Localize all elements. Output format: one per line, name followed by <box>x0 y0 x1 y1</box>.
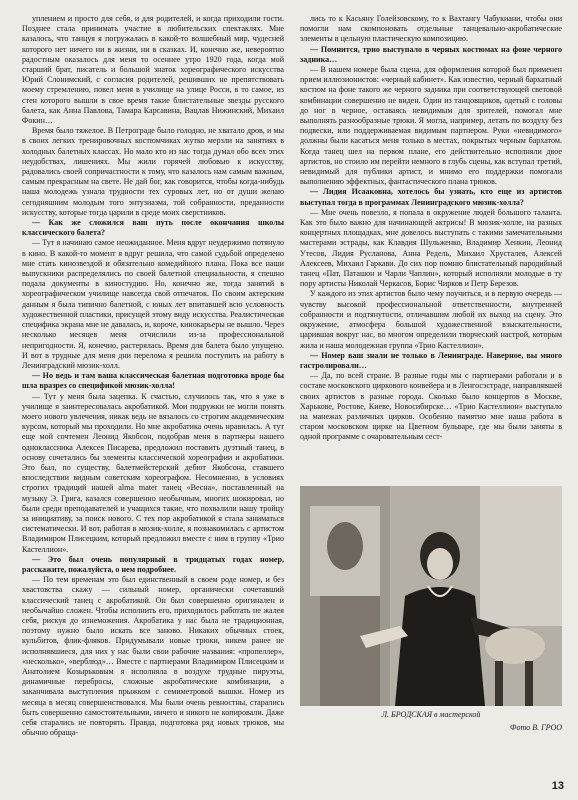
caption-subject: Л. БРОДСКАЯ в мастерской <box>381 710 481 719</box>
interview-question: — Номер ваш знали не только в Ленинграде. Наверное, вы много гастролировали… <box>300 350 562 370</box>
photo-sculptor-in-studio <box>300 486 562 706</box>
body-paragraph: — Тут я начинаю самое неожиданное. Меня вдруг неудержимо потянуло в кино. В какой-то момент я вдруг решила, что самой судьбой определено мне стать кинозвездой и обязательно комедийного плана. Пока все наши выпускники распределялись по своей балетной специальности, я спешно подала документы в киностудию. Но, конечно же, тогда занятий в хореографическом училище навсегда свой отпечаток. По своим актерским данным я была типично балетной, с юных лет впитавшей всю условность художественной пластики, присущей этому виду искусства. Реалистическая специфика экрана мне не давалась, и, короче, кинокарьеры не вышло. Через несколько месяцев меня отчислили из-за профессиональной непригодности. Я, конечно, растерялась. Время для балета было упущено. И вот в трудные для меня дни перелома я решила поступить на работу в Ленинградский мюзик-холл. <box>22 238 284 370</box>
left-column <box>22 14 284 784</box>
body-paragraph: уплением и просто для себя, и для родителей, и когда приходили гости. Позднее стала принимать участие в любительских спектаклях. Мне казалось, что танцуя я погружалась в какой-то волшебный мир, чудесней которого нет ничего ни в жизни, ни в сказках. И, конечно же, невероятно радостным оказалось для меня то осеннее утро 1920 года, когда мой старший брат, писатель и большой знаток хореографического искусства Юрий Слонимский, с согласия родителей, решивших не препятствовать моему стремлению, повел меня в училище на улице Росси, в то самое, из стен которого вышли в свое время такие блистательные звезды русского балета, как Анна Павлова, Тамара Карсавина, Вацлав Нижинский, Михаил Фокин… <box>22 14 284 126</box>
body-paragraph: — Да, по всей стране. В разные годы мы с партнерами работали и в составе московского циркового конвейера и в Ленгосэстраде, направлявшей своих артистов в разные города. Сколько было концертов в Москве, Харькове, Ростове, Киеве, Новосибирске… «Трио Кастеллион» выступало на манежах различных цирков. Особенно памятно мне наша работа в старом московском цирке на Цветном бульваре, где мы были заняты в одной программе с очаровательным сест- <box>300 371 562 442</box>
interview-question: — Лидия Исааковна, хотелось бы узнать, кто еще из артистов выступал тогда в программах Ленинградского мюзик-холла? <box>300 187 562 207</box>
body-paragraph: Время было тяжелое. В Петрограде было голодно, не хватало дров, и мы в своих легких тренировочных костюмчиках жутко мерзли на занятиях в холодных балетных классах. Но мало кто из нас тогда думал обо всех этих неудобствах, лишениях. Мы жили горячей любовью к искусству, радовались своей сопричастности к тому, что казалось нам самым важным, самым прекрасным на свете. Не дай бог, как говорится, чтобы когда-нибудь наша молодежь узнала трудности тех суровых лет, но от души желаю сегодняшним молодым того энтузиазма, той собранности, преданности искусству, которые тогда царили в среде моих сверстников. <box>22 126 284 217</box>
interview-question: — Как же сложился ваш путь после окончания школы классического балета? <box>22 218 284 238</box>
body-paragraph: У каждого из этих артистов было чему поучиться, и в первую очередь — чувству высокой профессиональной ответственности, внутренней собранности и подтянутости, отличавшим любой их выход на сцену. Это окружение, атмосфера большой художественной взыскательности, царившая вокруг нас, во многом определили творческий настрой, которым жила и наша молодежная группа «Трио Кастеллион». <box>300 289 562 350</box>
page-number: 13 <box>551 780 564 792</box>
photo-credit: Фото В. ГРОО <box>510 723 562 732</box>
body-paragraph: лись то к Касьяну Голейзовскому, то к Вахтангу Чабукиани, чтобы они помогли нам скомпоновать отдельные танцевально-акробатические элементы в цельную пластическую композицию. <box>300 14 562 44</box>
body-paragraph: — В нашем номере была сцена, для оформления которой был применен прием иллюзионистов: «черный кабинет». Как известно, черный бархатный костюм на фоне такого же черного задника при соответствующей световой комбинации совершенно не виден. Один из танцовщиков, одетый с головы до ног в черное, оставаясь невидимым для зрителей, помогал мне выполнять разнообразные трюки. Я могла, например, летать по воздуху без подвески, или поддерживаемая видимым партнером. Руки «невидимого» должны были касаться меня только в местах, покрытых черным бархатом. Когда танец шел на первом плане, его действительно исполняли двое артистов, но стоило им перейти немного в глубь сцены, как вступал третий, невидимый для публики артист, и мнимо его поддержки помогали выполнению эффектных, фантастического плана трюков. <box>300 65 562 187</box>
interview-question: — Это был очень популярный в тридцатых годах номер, расскажите, пожалуйста, о нем подробнее. <box>22 554 284 574</box>
body-paragraph: — По тем временам это был единственный в своем роде номер, и без хвастовства скажу — сильный номер, органически сочетавший классический танец с акробатикой. Он был совершенно оригинален и необычайно сложен. Чтобы исполнить его, приходилось работать не жалея себя, рискуя до изнеможения. Акробатика у нас была не традиционная, поэтому нужно было искать все заново. Никаких обычных стоек, кульбитов, флик-фляков. Придумывали новые трюки, никем ранее не исполнявшиеся, для них у нас были свои рабочие названия: «пропеллер», «несколько», «верблюд»… Вместе с партнерами Владимиром Плисецким и Анатолием Козырьковым я исполняла в воздухе трудные пируэты, динамичные перебросы, сложные акробатические комбинации, а заканчивала выступления прыжком с семиметровой вышки. Номер из месяца в месяц совершенствовался. Мы были очень ревностны, старались быть совершенно самостоятельными, ничего и никого не копировали. Даже себя старались не повторять. Правда, подготовка ряд новых трюков, мы обычно обраща- <box>22 575 284 738</box>
body-paragraph: — Мне очень повезло, я попала в окружение людей большого таланта. Как это было важно для начинающей актрисы! В мюзик-холле, на разных концертных площадках, мне довелось выступать с такими замечательными мастерами эстрады, как Клавдия Шульженко, Владимир Хенкин, Леонид Утесов, Лидия Русланова, Анна Редель, Михаил Хрусталев, Алексей Алексеев, Михаил Гаркави. До сих пор помню блистательный пародийный танец «Пат, Паташон и Чарли Чаплин», который исполняли молодые в ту пору артисты Николай Черкасов, Борис Чирков и Петр Березов. <box>300 207 562 289</box>
photo-caption <box>300 710 562 733</box>
interview-question: — Помнится, трио выступало в черных костюмах на фоне черного задника… <box>300 44 562 64</box>
interview-question: — Но ведь и там ваша классическая балетная подготовка вроде бы шла вразрез со спецификой мюзик-холла! <box>22 371 284 391</box>
body-paragraph: — Тут у меня была зацепка. К счастью, случилось так, что я уже в училище я заинтересовалась акробатикой. Мои подружки не могли понять моего нового увлечения, никак ведь не вязалось со строгим академическим курсом, который мы проходили. Но мне акробатика очень нравилась. А тут еще мой сочтемен Леонид Якобсон, подобрав меня в партнеры нашего одноклассника Алексея Писарева, предложил поставить дуэтный танец, в основу сочетались бы элементы классической хореографии и акробатики. Это был, по существу, балетмейстерский дебют Якобсона, ставшего впоследствии видным советским хореографом. Несомненно, в условиях строгих традиций нашей alma mater танец «Весна», поставленный на музыку Э. Грига, казался совершенно необычным, многих шокировал, но были среди преподавателей и учащихся такие, что похвалили нашу тройцу за инициативу, за поиск нового. С тех пор акробатикой я стала заниматься систематически. И вот, работая в мюзик-холле, я познакомилась с артистом Владимиром Плисецким, который предложил вместе с ним в группу «Трио Кастеллион». <box>22 391 284 554</box>
right-column <box>300 14 562 492</box>
